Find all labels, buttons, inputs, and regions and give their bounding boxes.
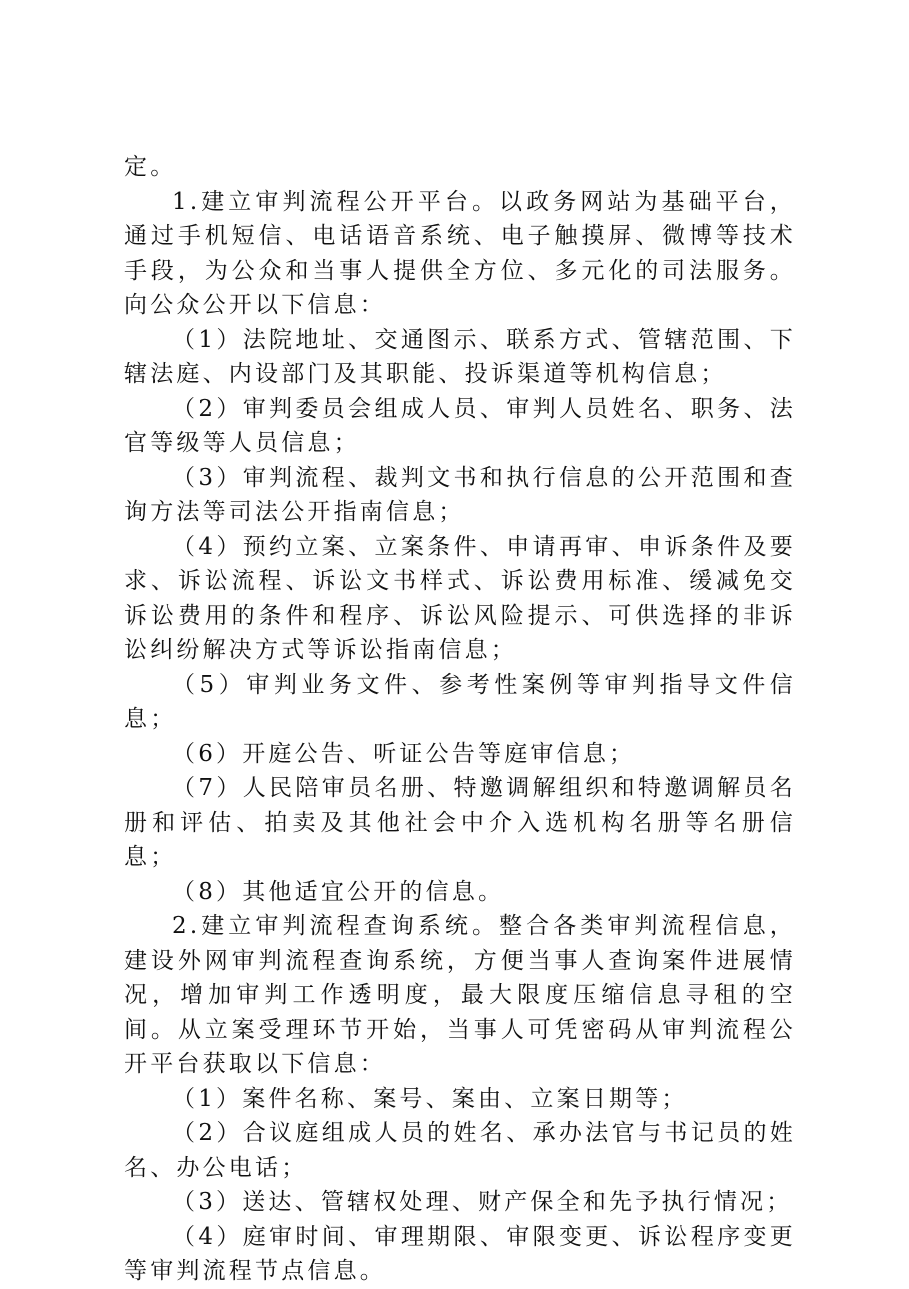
list-item: （1）法院地址、交通图示、联系方式、管辖范围、下辖法庭、内设部门及其职能、投诉渠道等机构信息； <box>124 326 796 387</box>
list-item: （7）人民陪审员名册、特邀调解组织和特邀调解员名册和评估、拍卖及其他社会中介入选机构名册等名册信息； <box>124 775 796 870</box>
list-item: （5）审判业务文件、参考性案例等审判指导文件信息； <box>124 671 796 732</box>
list-item: （4）预约立案、立案条件、申请再审、申诉条件及要求、诉讼流程、诉讼文书样式、诉讼费用标准、缓减免交诉讼费用的条件和程序、诉讼风险提示、可供选择的非诉讼纠纷解决方式等诉讼指南信息； <box>124 533 796 663</box>
list-item: （8）其他适宜公开的信息。 <box>172 878 505 905</box>
list-item: （4）庭审时间、审理期限、审限变更、诉讼程序变更等审判流程节点信息。 <box>124 1223 796 1284</box>
document-body <box>124 150 796 1289</box>
list-item: （2）审判委员会组成人员、审判人员姓名、职务、法官等级等人员信息； <box>124 395 796 456</box>
paragraph-section-2-heading: 2.建立审判流程查询系统。整合各类审判流程信息，建设外网审判流程查询系统，方便当事人查询案件进展情况，增加审判工作透明度，最大限度压缩信息寻租的空间。从立案受理环节开始，当事人可凭密码从审判流程公开平台获取以下信息： <box>124 913 796 1077</box>
list-item: （2）合议庭组成人员的姓名、承办法官与书记员的姓名、办公电话； <box>124 1120 796 1181</box>
list-item: （1）案件名称、案号、案由、立案日期等； <box>172 1085 688 1112</box>
list-item: （3）审判流程、裁判文书和执行信息的公开范围和查询方法等司法公开指南信息； <box>124 464 796 525</box>
list-item: （3）送达、管辖权处理、财产保全和先予执行情况； <box>172 1189 793 1215</box>
paragraph-continuation: 定。 <box>124 154 177 180</box>
list-item: （6）开庭公告、听证公告等庭审信息； <box>172 740 636 767</box>
paragraph-section-1-heading: 1.建立审判流程公开平台。以政务网站为基础平台，通过手机短信、电话语音系统、电子触摸屏、微博等技术手段，为公众和当事人提供全方位、多元化的司法服务。向公众公开以下信息： <box>124 188 796 318</box>
